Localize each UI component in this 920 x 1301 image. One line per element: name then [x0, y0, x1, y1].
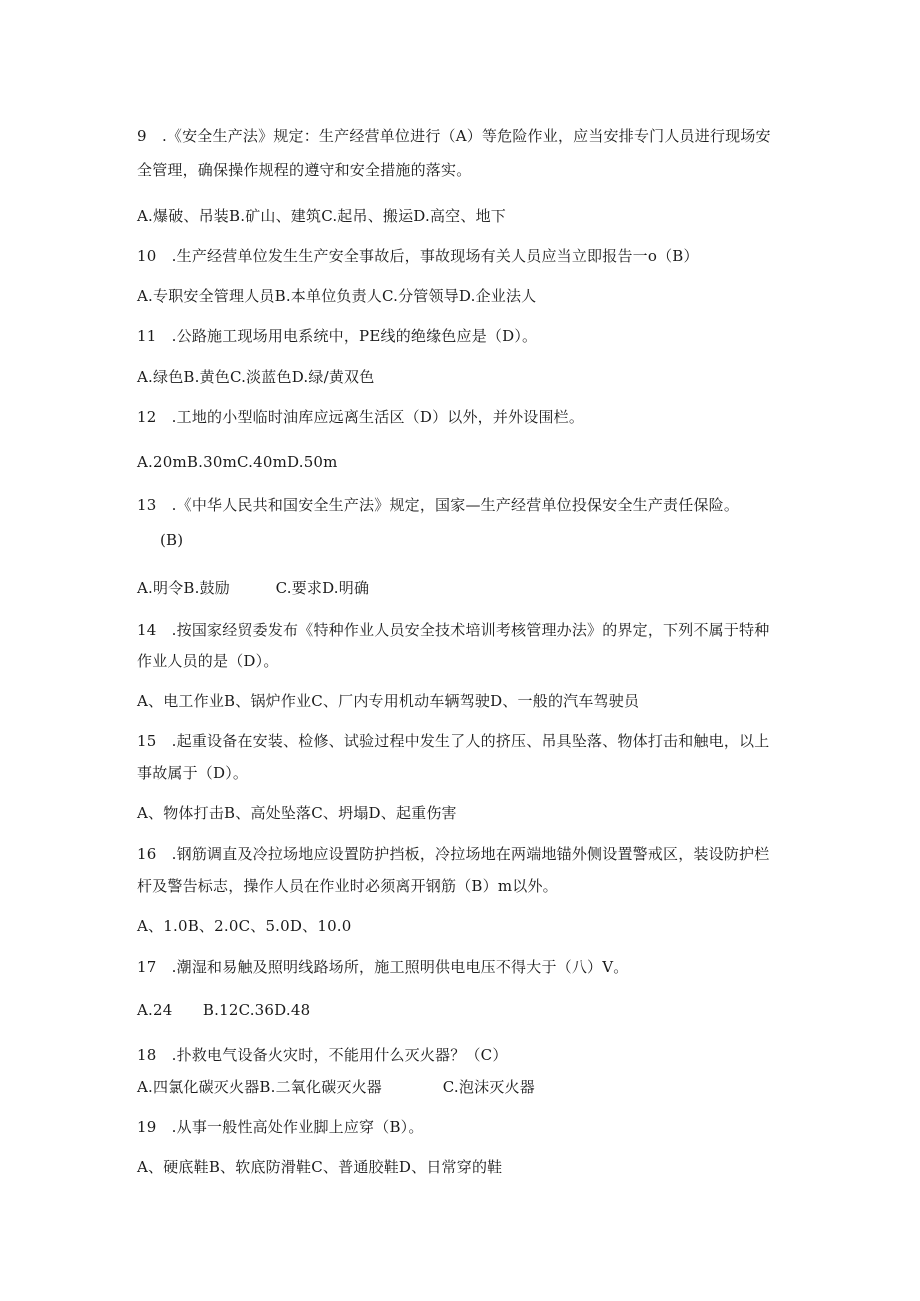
question-13-answer: (B) — [160, 531, 184, 549]
question-14-line-2: 作业人员的是（D）。 — [137, 652, 279, 670]
question-16-line-1: 16 .钢筋调直及冷拉场地应设置防护挡板，冷拉场地在两端地锚外侧设置警戒区，装设防护栏 — [137, 845, 770, 863]
question-17-options: A.24 B.12C.36D.48 — [137, 1001, 311, 1019]
question-9-options: A.爆破、吊装B.矿山、建筑C.起吊、搬运D.高空、地下 — [137, 207, 506, 225]
question-19-options: A、硬底鞋B、软底防滑鞋C、普通胶鞋D、日常穿的鞋 — [137, 1158, 503, 1176]
question-15-line-1: 15 .起重设备在安装、检修、试验过程中发生了人的挤压、吊具坠落、物体打击和触电，以上 — [137, 732, 770, 750]
question-14-options: A、电工作业B、锅炉作业C、厂内专用机动车辆驾驶D、一般的汽车驾驶员 — [137, 692, 640, 710]
question-18-options: A.四氯化碳灭火器B.二氧化碳灭火器 C.泡沫灭火器 — [137, 1078, 535, 1096]
question-13-text: 13 .《中华人民共和国安全生产法》规定，国家—生产经营单位投保安全生产责任保险。 — [137, 496, 740, 514]
question-11-text: 11 .公路施工现场用电系统中，PE线的绝缘色应是（D）。 — [137, 327, 538, 345]
question-16-line-2: 杆及警告标志，操作人员在作业时必须离开钢筋（B）m以外。 — [137, 877, 558, 895]
question-14-line-1: 14 .按国家经贸委发布《特种作业人员安全技术培训考核管理办法》的界定，下列不属于特种 — [137, 621, 770, 639]
question-10-options: A.专职安全管理人员B.本单位负责人C.分管领导D.企业法人 — [137, 287, 537, 305]
question-12-options: A.20mB.30mC.40mD.50m — [137, 453, 338, 471]
question-15-line-2: 事故属于（D）。 — [137, 764, 249, 782]
question-9-line-1: 9 .《安全生产法》规定：生产经营单位进行（A）等危险作业，应当安排专门人员进行现场安 — [137, 127, 771, 145]
question-12-text: 12 .工地的小型临时油库应远离生活区（D）以外，并外设围栏。 — [137, 408, 585, 426]
question-15-options: A、物体打击B、高处坠落C、坍塌D、起重伤害 — [137, 804, 457, 822]
question-18-text: 18 .扑救电气设备火灾时，不能用什么灭火器？（C） — [137, 1046, 508, 1064]
question-11-options: A.绿色B.黄色C.淡蓝色D.绿/黄双色 — [137, 368, 375, 386]
question-13-options: A.明令B.鼓励 C.要求D.明确 — [137, 579, 370, 597]
question-16-options: A、1.0B、2.0C、5.0D、10.0 — [137, 917, 352, 935]
question-9-line-2: 全管理，确保操作规程的遵守和安全措施的落实。 — [137, 161, 472, 179]
question-17-text: 17 .潮湿和易触及照明线路场所，施工照明供电电压不得大于（八）V。 — [137, 958, 629, 976]
question-19-text: 19 .从事一般性高处作业脚上应穿（B）。 — [137, 1118, 424, 1136]
question-10-text: 10 .生产经营单位发生生产安全事故后，事故现场有关人员应当立即报告一o（B） — [137, 247, 699, 265]
